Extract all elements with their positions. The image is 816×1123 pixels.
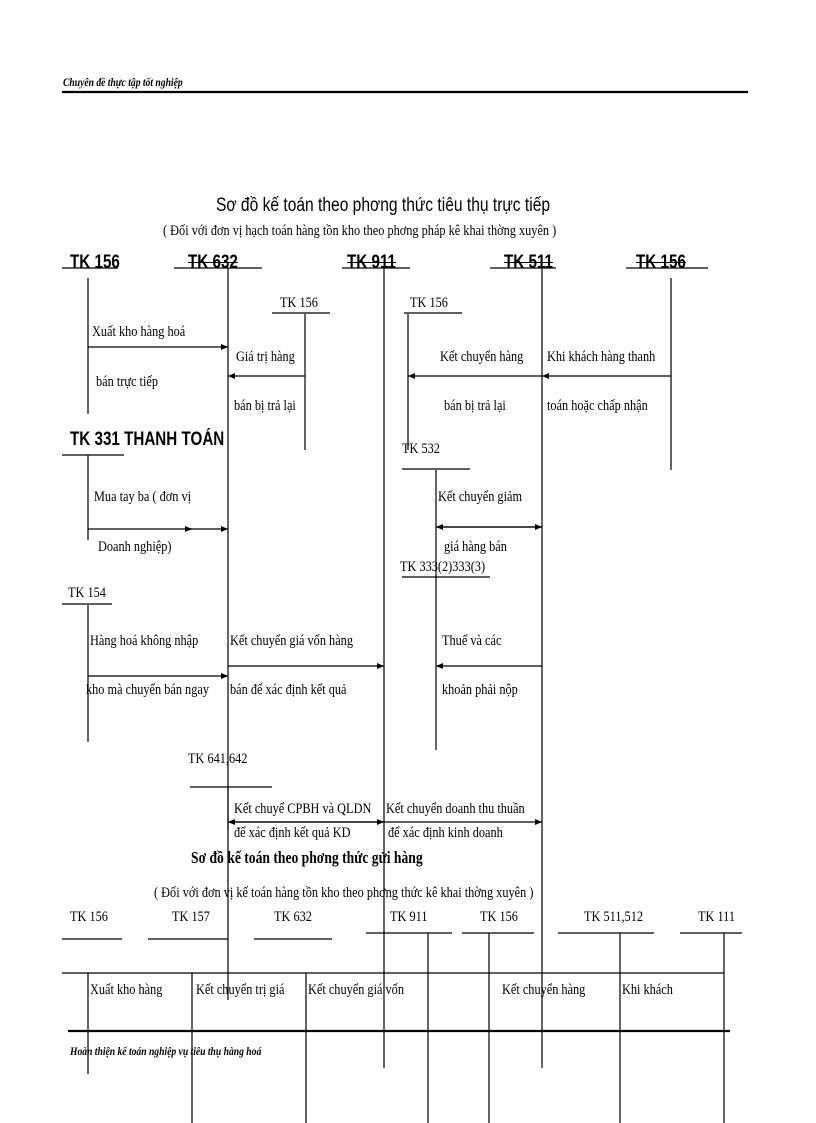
label-ban-bi-tra-lai-2: bán bị trả lại — [444, 398, 506, 414]
label-mua-tay-ba: Mua tay ba ( đơn vị — [94, 489, 192, 505]
label-ket-chuyen-hang: Kết chuyển hàng — [440, 349, 524, 365]
label2-ket-chuyen-gia-von: Kết chuyển giá vốn — [308, 982, 404, 998]
account-tk156-left: TK 156 — [70, 252, 120, 273]
account2-tk511-512: TK 511,512 — [584, 909, 644, 925]
label-ban-de-xac-dinh: bán để xác định kết quả — [230, 682, 347, 698]
account-tk156-right: TK 156 — [636, 252, 686, 273]
label-hang-hoa-khong-nhap: Hàng hoá không nhập — [90, 633, 199, 649]
label2-khi-khach: Khi khách — [622, 982, 673, 998]
account-tk156-a: TK 156 — [280, 295, 318, 311]
label-ket-chuye-cpbh: Kết chuyể CPBH và QLDN — [234, 801, 372, 817]
label2-ket-chuyen-hang: Kết chuyển hàng — [502, 982, 586, 998]
account-tk511: TK 511 — [504, 252, 554, 273]
label-ban-truc-tiep: bán trực tiếp — [96, 374, 158, 390]
account2-tk911: TK 911 — [390, 909, 428, 925]
diagram1-subtitle: ( Đối với đơn vị hạch toán hàng tồn kho theo phơng pháp kê khai thờng xuyên ) — [163, 223, 557, 239]
label-de-xac-dinh-kq-kd: để xác định kết quả KD — [234, 825, 351, 841]
page-footer: Hoàn thiện kế toán nghiệp vụ tiêu thụ hàng hoá — [70, 1044, 262, 1058]
label-gia-tri-hang: Giá trị hàng — [236, 349, 295, 365]
account-tk632: TK 632 — [188, 252, 238, 273]
label2-ket-chuyen-tri-gia: Kết chuyển trị giá — [196, 982, 285, 998]
label-toan-hoac-chap-nhan: toán hoặc chấp nhận — [547, 398, 648, 414]
label-de-xac-dinh-kinh-doanh: để xác định kinh doanh — [388, 825, 503, 841]
account-tk331: TK 331 THANH TOÁN — [70, 429, 225, 450]
diagram2-title: Sơ đồ kế toán theo phơng thức gửi hàng — [191, 848, 423, 867]
account-tk156-b: TK 156 — [410, 295, 448, 311]
label-ket-chuyen-giam: Kết chuyển giảm — [438, 489, 523, 505]
account2-tk156-b: TK 156 — [480, 909, 518, 925]
label-ket-chuyen-doanh-thu: Kết chuyển doanh thu thuần — [386, 801, 525, 817]
label-ket-chuyen-gia-von: Kết chuyển giá vốn hàng — [230, 633, 353, 649]
label-khoan-phai-nop: khoản phải nộp — [442, 682, 518, 698]
label-kho-ma-chuyen-ban: kho mà chuyển bán ngay — [86, 682, 209, 698]
page-header: Chuyên đề thực tập tốt nghiệp — [63, 75, 183, 89]
account2-tk111: TK 111 — [698, 909, 736, 925]
label-doanh-nghiep: Doanh nghiệp) — [98, 539, 172, 555]
label-ban-bi-tra-lai-1: bán bị trả lại — [234, 398, 296, 414]
account-tk3332: TK 333(2)333(3) — [400, 559, 486, 575]
account2-tk156: TK 156 — [70, 909, 108, 925]
label-thue-va-cac: Thuế và các — [442, 633, 502, 649]
account2-tk632: TK 632 — [274, 909, 312, 925]
diagram1-title: Sơ đồ kế toán theo phơng thức tiêu thụ trực tiếp — [216, 195, 551, 216]
account-tk154: TK 154 — [68, 585, 106, 601]
label-xuat-kho: Xuất kho hàng hoá — [92, 324, 186, 340]
account2-tk157: TK 157 — [172, 909, 210, 925]
label-gia-hang-ban: giá hàng bán — [444, 539, 507, 555]
label2-xuat-kho-hang: Xuất kho hàng — [90, 982, 163, 998]
account-tk911: TK 911 — [347, 252, 397, 273]
account-tk532: TK 532 — [402, 441, 440, 457]
account-tk641-642: TK 641,642 — [188, 751, 248, 767]
diagram2-subtitle: ( Đối với đơn vị kế toán hàng tồn kho theo phơng thức kê khai thờng xuyên ) — [154, 885, 534, 901]
label-khi-khach-hang-thanh: Khi khách hàng thanh — [547, 349, 656, 365]
